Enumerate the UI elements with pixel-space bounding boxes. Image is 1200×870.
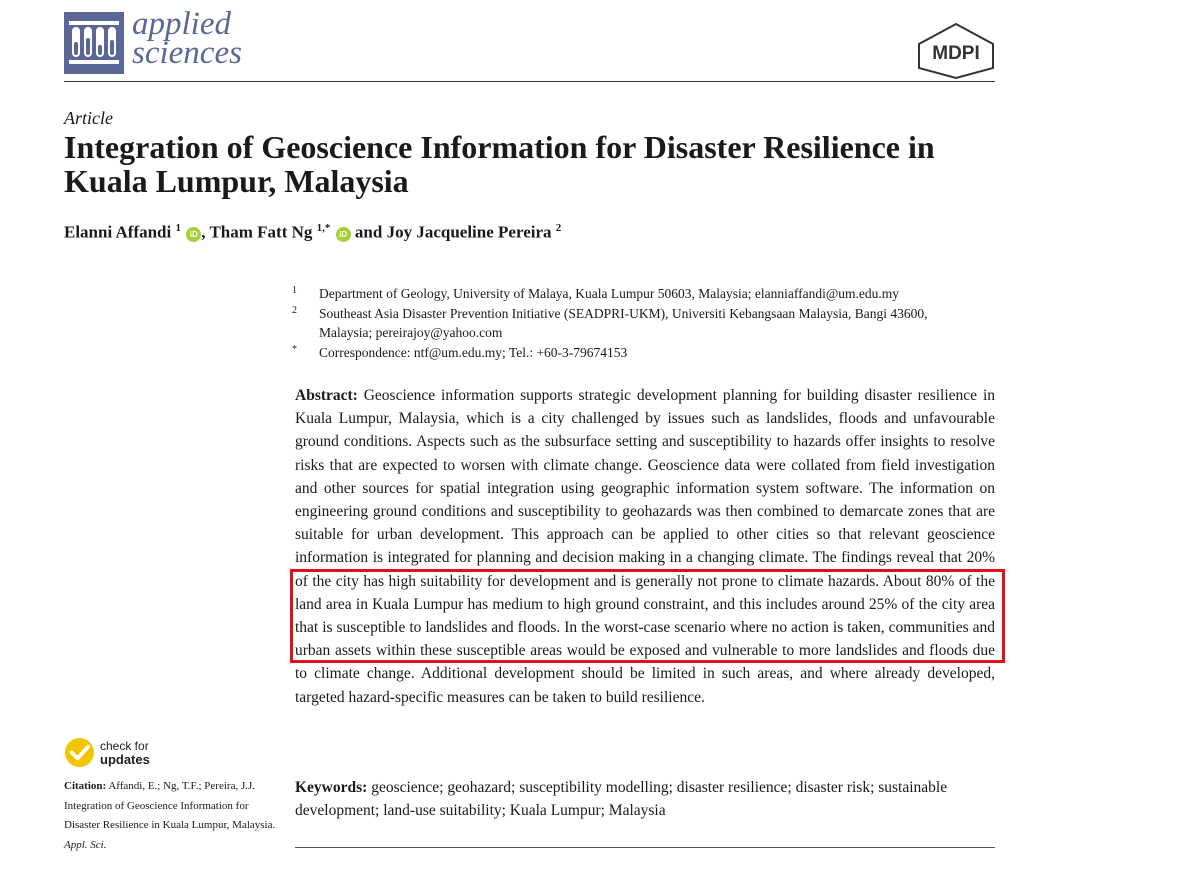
keywords-text: geoscience; geohazard; susceptibility modelling; disaster resilience; disaster risk; sustainable development; land-use suitability; Kuala Lumpur; Malaysia — [295, 779, 948, 820]
header-divider — [64, 81, 995, 82]
citation-text: Affandi, E.; Ng, T.F.; Pereira, J.J. Integration of Geoscience Information for Disaster Resilience in Kuala Lumpur, Malaysia. — [64, 780, 276, 831]
check-badge-icon — [64, 737, 95, 768]
affiliation-mark: * — [292, 343, 297, 355]
author-list — [64, 222, 561, 243]
correspondence-text: Correspondence: ntf@um.edu.my; Tel.: +60-3-79674153 — [319, 344, 628, 360]
check-updates-line2: updates — [100, 751, 150, 767]
affiliation-item — [292, 304, 1012, 343]
highlight-box — [290, 569, 1005, 663]
citation-journal: Appl. Sci. — [64, 838, 107, 851]
author-name[interactable]: Joy Jacqueline Pereira — [386, 222, 552, 242]
citation-label: Citation: — [64, 780, 107, 792]
keywords-label: Keywords: — [295, 779, 368, 796]
author-affiliation-mark: 1 — [175, 222, 181, 234]
keywords — [295, 776, 995, 822]
author-affiliation-mark: 1,* — [316, 222, 331, 234]
journal-logo — [64, 12, 124, 74]
check-for-updates-button[interactable] — [64, 737, 150, 768]
citation — [64, 777, 279, 855]
author-name[interactable]: Tham Fatt Ng — [209, 222, 313, 242]
paper-title: Integration of Geoscience Information for Disaster Resilience in Kuala Lumpur, Malaysia — [64, 129, 935, 199]
author-separator: and — [350, 222, 387, 242]
author-separator: , — [201, 222, 210, 242]
journal-name — [132, 6, 242, 71]
article-type: Article — [64, 108, 113, 128]
affiliation-mark: 2 — [292, 304, 297, 316]
footer-divider — [295, 847, 995, 848]
publisher-name: MDPI — [932, 43, 980, 64]
affiliation-item — [292, 343, 1012, 363]
author-name[interactable]: Elanni Affandi — [64, 222, 172, 242]
check-updates-line1: check for — [100, 738, 149, 753]
affiliation-item — [292, 284, 1012, 304]
journal-name-line1: applied — [132, 6, 231, 42]
affiliation-mark: 1 — [292, 285, 297, 296]
test-tubes-icon — [64, 12, 124, 74]
author-affiliation-mark: 2 — [555, 222, 562, 234]
affiliations — [292, 284, 1012, 362]
abstract-text: Geoscience information supports strategic development planning for building disaster resilience in Kuala Lumpur, Malaysia, which is a city challenged by issues such as landslides, floods and unfavourable ground conditions. Aspects such as the subsurface setting and susceptibility to hazards offer insights to resolve risks that are expected to worsen with climate change. Geoscience data were collated from field investigation and other sources for spatial integration using geographic information system software. The information on engineering ground conditions and susceptibility to geohazards was then combined to demarcate zones that are suitable for urban development. This approach can be applied to other cities so that relevant geoscience information is integrated for planning and decision making in a changing climate. The findings reveal that 20% of the city has high suitability for development and is generally not prone to climate hazards. About 80% of the land area in Kuala Lumpur has medium to high ground constraint, and this includes around 25% of the city area that is susceptible to landslides and floods. In the worst-case scenario where no action is taken, communities and urban assets within these susceptible areas would be exposed and vulnerable to more landslides and floods due to climate change. Additional development should be limited in such areas, and where already developed, targeted hazard-specific measures can be taken to build resilience. — [295, 387, 995, 706]
abstract-label: Abstract: — [295, 387, 358, 404]
publisher-logo — [916, 22, 996, 80]
affiliation-text: Department of Geology, University of Malaya, Kuala Lumpur 50603, Malaysia; elanniaffandi@um.edu.my — [319, 286, 900, 301]
orcid-icon[interactable]: iD — [186, 227, 201, 242]
orcid-icon[interactable]: iD — [336, 227, 351, 242]
affiliation-text: Southeast Asia Disaster Prevention Initiative (SEADPRI-UKM), Universiti Kebangsaan Malaysia, Bangi 43600, Malaysia; pereirajoy@yahoo.com — [319, 305, 928, 340]
journal-name-line2: sciences — [132, 35, 242, 71]
